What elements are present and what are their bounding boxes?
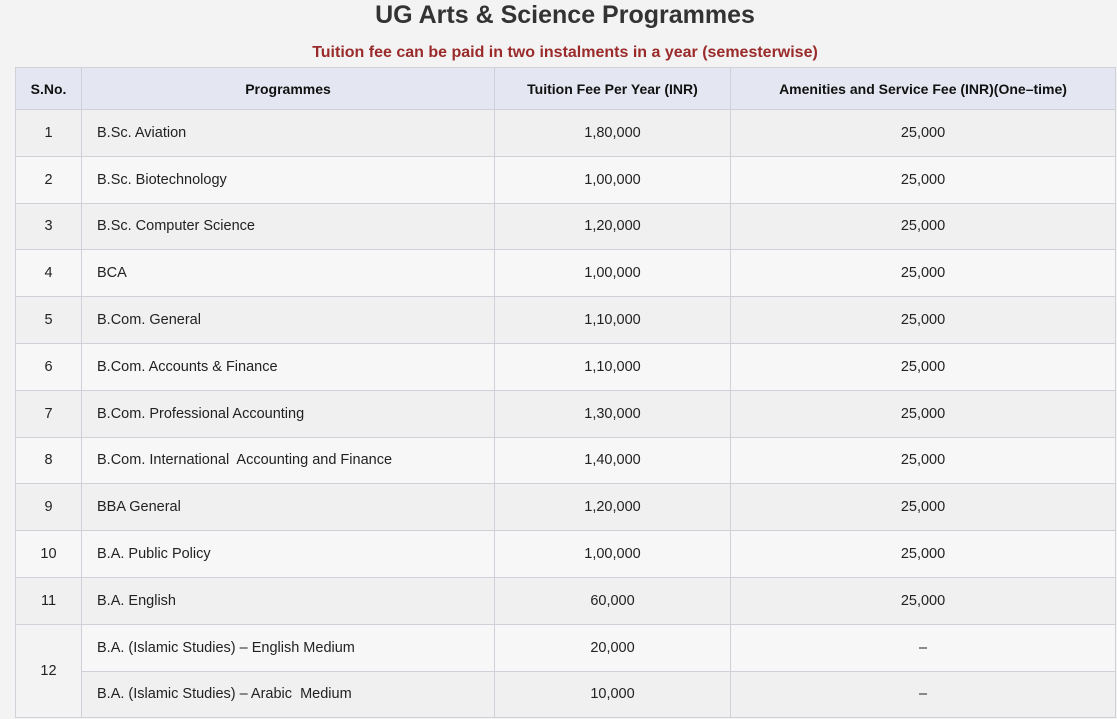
cell-amenities-fee: 25,000 <box>731 484 1116 531</box>
cell-amenities-fee: 25,000 <box>731 110 1116 157</box>
cell-sno: 11 <box>16 577 82 624</box>
cell-programme: B.Com. General <box>82 297 495 344</box>
cell-amenities-fee: 25,000 <box>731 297 1116 344</box>
table-row <box>16 343 1116 390</box>
cell-sno: 7 <box>16 390 82 437</box>
cell-tuition-fee: 1,10,000 <box>495 297 731 344</box>
cell-sno: 9 <box>16 484 82 531</box>
cell-tuition-fee: 1,00,000 <box>495 250 731 297</box>
header-amenities-fee: Amenities and Service Fee (INR)(One–time) <box>731 68 1116 110</box>
cell-tuition-fee: 1,30,000 <box>495 390 731 437</box>
cell-sno: 2 <box>16 156 82 203</box>
cell-sno: 3 <box>16 203 82 250</box>
cell-amenities-fee: – <box>731 624 1116 671</box>
cell-programme: B.A. Public Policy <box>82 531 495 578</box>
cell-amenities-fee: 25,000 <box>731 437 1116 484</box>
cell-tuition-fee: 1,80,000 <box>495 110 731 157</box>
cell-tuition-fee: 1,10,000 <box>495 343 731 390</box>
cell-sno: 1 <box>16 110 82 157</box>
cell-tuition-fee: 1,20,000 <box>495 203 731 250</box>
header-programme: Programmes <box>82 68 495 110</box>
page-subtitle: Tuition fee can be paid in two instalments in a year (semesterwise) <box>312 44 818 61</box>
cell-amenities-fee: 25,000 <box>731 390 1116 437</box>
table-row <box>16 203 1116 250</box>
cell-amenities-fee: 25,000 <box>731 343 1116 390</box>
table-row <box>16 110 1116 157</box>
cell-amenities-fee: 25,000 <box>731 577 1116 624</box>
cell-sno: 12 <box>16 624 82 718</box>
cell-amenities-fee: 25,000 <box>731 531 1116 578</box>
cell-tuition-fee: 1,00,000 <box>495 531 731 578</box>
cell-tuition-fee: 60,000 <box>495 577 731 624</box>
table-row <box>16 250 1116 297</box>
cell-sno: 5 <box>16 297 82 344</box>
cell-programme: B.Sc. Computer Science <box>82 203 495 250</box>
cell-programme: B.Sc. Aviation <box>82 110 495 157</box>
table-row <box>16 156 1116 203</box>
cell-tuition-fee: 1,40,000 <box>495 437 731 484</box>
page-title: UG Arts & Science Programmes <box>375 1 755 29</box>
cell-programme: B.Com. International Accounting and Finance <box>82 437 495 484</box>
cell-tuition-fee: 1,00,000 <box>495 156 731 203</box>
cell-tuition-fee: 10,000 <box>495 671 731 718</box>
header-tuition-fee: Tuition Fee Per Year (INR) <box>495 68 731 110</box>
cell-tuition-fee: 20,000 <box>495 624 731 671</box>
table-header-row <box>16 68 1116 110</box>
cell-amenities-fee: 25,000 <box>731 203 1116 250</box>
cell-sno: 6 <box>16 343 82 390</box>
cell-sno: 4 <box>16 250 82 297</box>
cell-amenities-fee: – <box>731 671 1116 718</box>
cell-programme: B.Sc. Biotechnology <box>82 156 495 203</box>
cell-sno: 8 <box>16 437 82 484</box>
table-row <box>16 437 1116 484</box>
table-row <box>16 531 1116 578</box>
cell-programme: B.A. English <box>82 577 495 624</box>
cell-programme: B.Com. Accounts & Finance <box>82 343 495 390</box>
cell-tuition-fee: 1,20,000 <box>495 484 731 531</box>
table-row <box>16 624 1116 671</box>
cell-programme: BCA <box>82 250 495 297</box>
cell-programme: B.Com. Professional Accounting <box>82 390 495 437</box>
table-row <box>16 484 1116 531</box>
table-row <box>16 577 1116 624</box>
cell-sno: 10 <box>16 531 82 578</box>
cell-amenities-fee: 25,000 <box>731 250 1116 297</box>
cell-programme: B.A. (Islamic Studies) – English Medium <box>82 624 495 671</box>
header-sno: S.No. <box>16 68 82 110</box>
table-row <box>16 390 1116 437</box>
table-row <box>16 671 1116 718</box>
table-row <box>16 297 1116 344</box>
cell-amenities-fee: 25,000 <box>731 156 1116 203</box>
cell-programme: B.A. (Islamic Studies) – Arabic Medium <box>82 671 495 718</box>
cell-programme: BBA General <box>82 484 495 531</box>
fee-table <box>15 67 1116 718</box>
